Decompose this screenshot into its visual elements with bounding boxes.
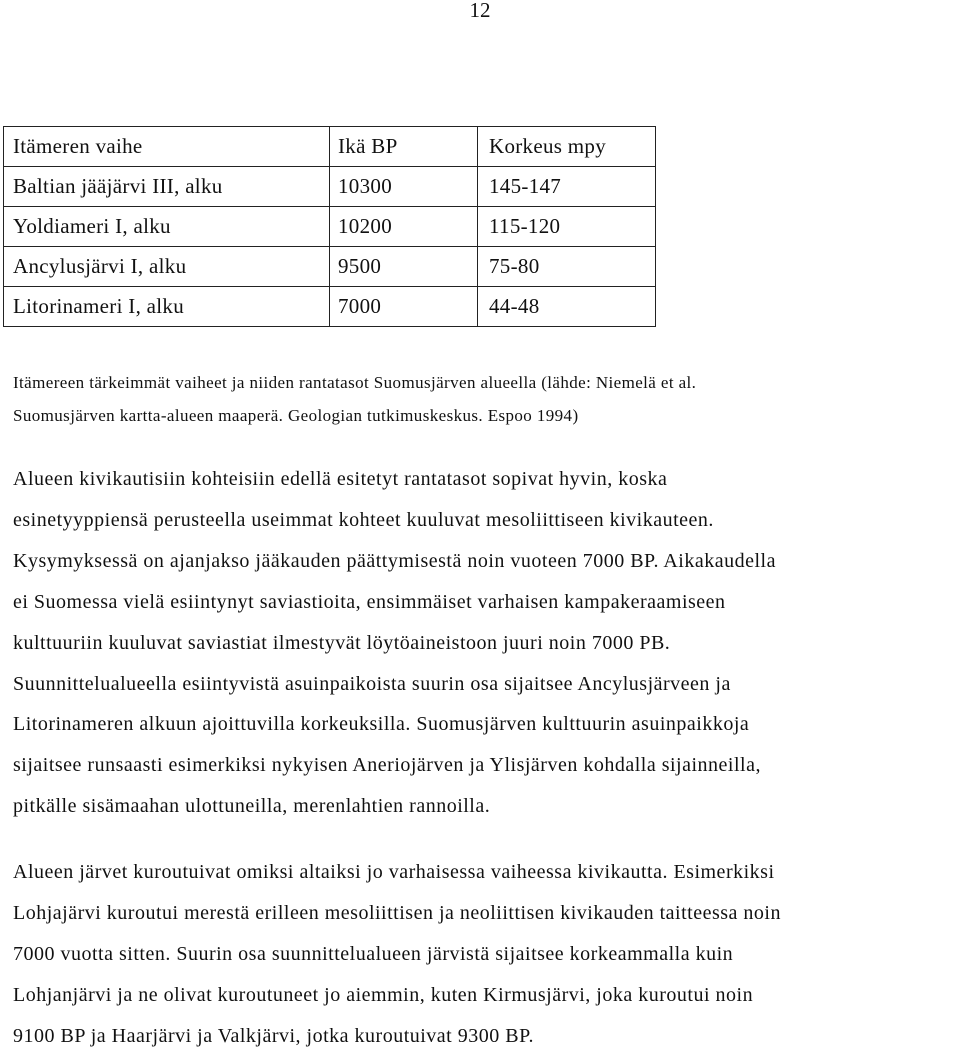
text-line: Litorinameren alkuun ajoittuvilla korkeuksilla. Suomusjärven kulttuurin asuinpaikkoja [13,713,750,736]
text-line: Suunnittelualueella esiintyvistä asuinpaikoista suurin osa sijaitsee Ancylusjärveen ja [13,672,731,695]
table-cell: 10300 [330,167,478,207]
table-header-row [4,127,656,167]
text-line: kulttuuriin kuuluvat saviastiat ilmestyvät löytöaineistoon juuri noin 7000 PB. [13,631,671,654]
text-line: 9100 BP ja Haarjärvi ja Valkjärvi, jotka kuroutuivat 9300 BP. [13,1024,534,1047]
table-row [4,287,656,327]
text-line: Alueen kivikautisiin kohteisiin edellä esitetyt rantatasot sopivat hyvin, koska [13,468,668,490]
caption-line: Itämereen tärkeimmät vaiheet ja niiden rantatasot Suomusjärven alueella (lähde: Niemelä et al. [13,373,697,392]
text-line: Lohjajärvi kuroutui merestä erilleen mesoliittisen ja neoliittisen kivikauden taitteessa noin [13,901,781,924]
table-cell: 75-80 [478,247,656,287]
table-cell: 44-48 [478,287,656,327]
table-cell: 10200 [330,207,478,247]
table-row [4,247,656,287]
paragraph-stone-age-shorelines [13,459,958,827]
table-row [4,167,656,207]
paragraph-lake-isolation [13,852,958,1057]
table-cell: Litorinameri I, alku [4,287,330,327]
table-row [4,207,656,247]
header-cell-age: Ikä BP [330,127,478,167]
table-cell: 145-147 [478,167,656,207]
text-line: esinetyyppiensä perusteella useimmat kohteet kuuluvat mesoliittiseen kivikauteen. [13,508,714,531]
caption-line: Suomusjärven kartta-alueen maaperä. Geologian tutkimuskeskus. Espoo 1994) [13,406,579,425]
table-cell: Baltian jääjärvi III, alku [4,167,330,207]
text-line: sijaitsee runsaasti esimerkiksi nykyisen Aneriojärven ja Ylisjärven kohdalla sijainneilla, [13,754,761,777]
text-line: pitkälle sisämaahan ulottuneilla, merenlahtien rannoilla. [13,795,491,818]
table-cell: 9500 [330,247,478,287]
table-cell: 115-120 [478,207,656,247]
text-line: Alueen järvet kuroutuivat omiksi altaiksi jo varhaisessa vaiheessa kivikautta. Esimerkiksi [13,861,775,883]
table-caption [13,366,953,432]
table-cell: Yoldiameri I, alku [4,207,330,247]
header-cell-phase: Itämeren vaihe [4,127,330,167]
header-cell-height: Korkeus mpy [478,127,656,167]
page-number: 12 [469,0,491,22]
text-line: 7000 vuotta sitten. Suurin osa suunnittelualueen järvistä sijaitsee korkeammalla kuin [13,942,734,965]
baltic-phases-table [3,126,656,327]
text-line: Lohjanjärvi ja ne olivat kuroutuneet jo aiemmin, kuten Kirmusjärvi, joka kuroutui noin [13,983,754,1006]
table-cell: 7000 [330,287,478,327]
text-line: Kysymyksessä on ajanjakso jääkauden päättymisestä noin vuoteen 7000 BP. Aikakaudella [13,549,776,572]
table-cell: Ancylusjärvi I, alku [4,247,330,287]
text-line: ei Suomessa vielä esiintynyt saviastioita, ensimmäiset varhaisen kampakeraamiseen [13,590,726,613]
